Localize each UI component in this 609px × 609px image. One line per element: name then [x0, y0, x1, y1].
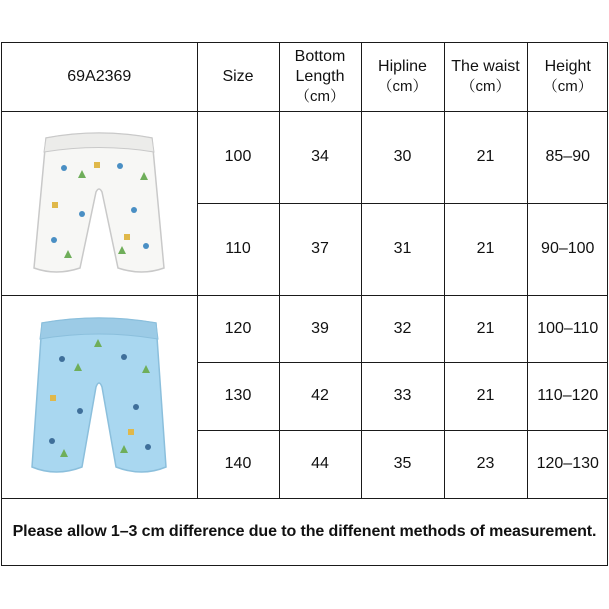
size-table — [2, 43, 608, 499]
waist-label: The waist — [451, 57, 520, 75]
height-header — [527, 43, 608, 111]
waist-cell: 21 — [444, 362, 527, 430]
header-row — [2, 43, 608, 111]
height-unit: （cm） — [542, 77, 593, 95]
height-cell: 90–100 — [527, 203, 608, 295]
blue-shorts-illustration — [24, 307, 174, 487]
bottom-length-cell: 42 — [279, 362, 361, 430]
height-label: Height — [544, 57, 591, 75]
hipline-unit: （cm） — [377, 77, 428, 95]
hipline-header — [361, 43, 444, 111]
size-cell: 120 — [197, 295, 279, 362]
size-chart — [1, 42, 608, 566]
size-cell: 100 — [197, 111, 279, 203]
bottom-length-cell: 37 — [279, 203, 361, 295]
hipline-cell: 35 — [361, 430, 444, 498]
bottom-length-cell: 44 — [279, 430, 361, 498]
bottom-length-label: Bottom Length — [294, 47, 346, 85]
bottom-length-header — [279, 43, 361, 111]
white-shorts-illustration — [24, 118, 174, 288]
size-cell: 110 — [197, 203, 279, 295]
bottom-length-cell: 34 — [279, 111, 361, 203]
table-row — [2, 295, 608, 362]
waist-cell: 21 — [444, 295, 527, 362]
bottom-length-unit: （cm） — [295, 87, 345, 105]
measurement-note: Please allow 1–3 cm difference due to the diffenent methods of measurement. — [2, 498, 607, 565]
size-cell: 140 — [197, 430, 279, 498]
height-cell: 120–130 — [527, 430, 608, 498]
hipline-label: Hipline — [378, 57, 427, 75]
waist-cell: 23 — [444, 430, 527, 498]
hipline-cell: 33 — [361, 362, 444, 430]
hipline-cell: 31 — [361, 203, 444, 295]
waist-cell: 21 — [444, 111, 527, 203]
height-cell: 85–90 — [527, 111, 608, 203]
size-header: Size — [197, 43, 279, 111]
table-row — [2, 111, 608, 203]
size-cell: 130 — [197, 362, 279, 430]
height-cell: 100–110 — [527, 295, 608, 362]
waist-cell: 21 — [444, 203, 527, 295]
height-cell: 110–120 — [527, 362, 608, 430]
white-shorts-photo — [2, 111, 197, 295]
hipline-cell: 32 — [361, 295, 444, 362]
blue-shorts-photo — [2, 295, 197, 498]
hipline-cell: 30 — [361, 111, 444, 203]
waist-header — [444, 43, 527, 111]
model-number: 69A2369 — [2, 43, 197, 111]
bottom-length-cell: 39 — [279, 295, 361, 362]
waist-unit: （cm） — [460, 77, 511, 95]
